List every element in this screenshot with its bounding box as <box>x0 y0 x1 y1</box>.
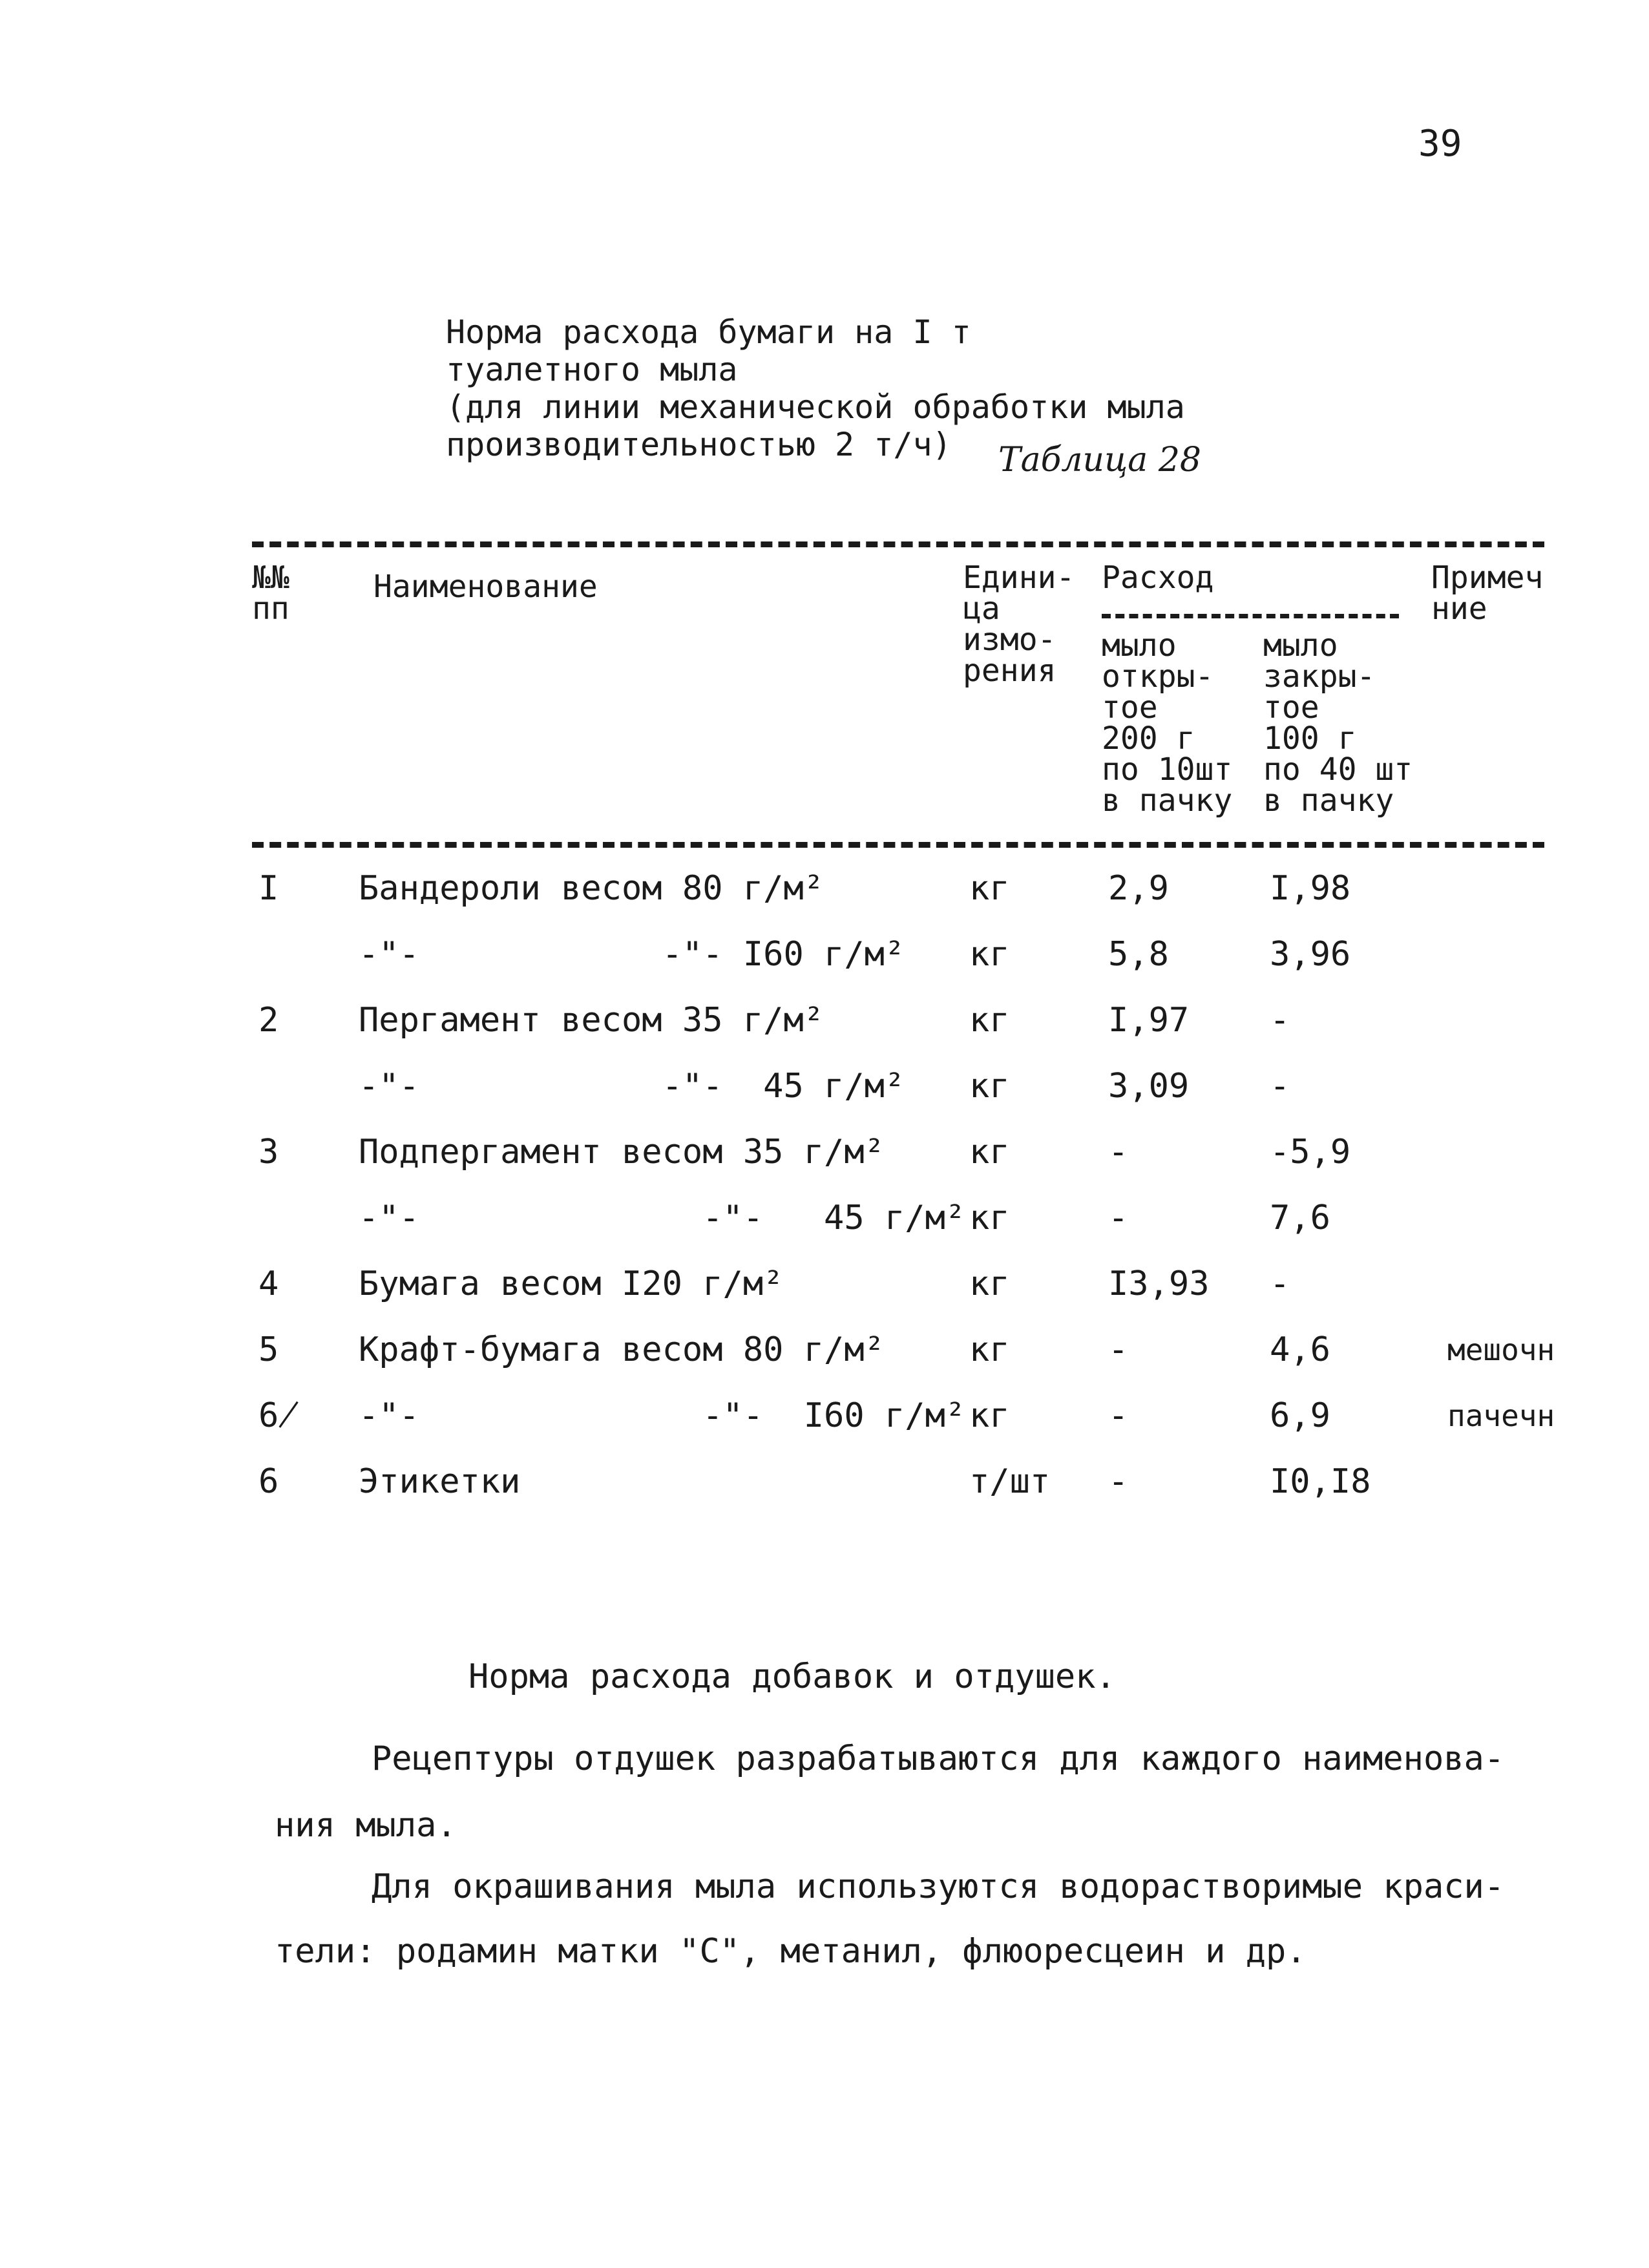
table-row: I Бандероли весом 80 г/м² кг 2,9 I,98 <box>258 869 1351 908</box>
header-sub-open: мыло откры- тое 200 г по 10шт в пачку <box>1102 627 1233 819</box>
paragraph-line: ния мыла. <box>275 1806 457 1845</box>
heading-line: (для линии механической обработки мыла <box>446 388 1185 426</box>
header-unit: Едини- ца измо- рения <box>963 560 1075 689</box>
section-title: Норма расхода добавок и отдушек. <box>468 1657 1116 1696</box>
table-row: 2 Пергамент весом 35 г/м² кг I,97 - <box>258 1001 1290 1040</box>
page-number: 39 <box>1418 123 1462 165</box>
table-row: -"- -"- 45 г/м² кг 3,09 - <box>359 1067 1290 1106</box>
heading-line: Норма расхода бумаги на I т <box>446 313 971 351</box>
heading-line: туалетного мыла <box>446 351 738 388</box>
header-note: Примеч ние <box>1431 560 1544 627</box>
paragraph-line: Рецептуры отдушек разрабатываются для каждого наименова- <box>372 1739 1505 1778</box>
table-row: 3 Подпергамент весом 35 г/м² кг - -5,9 <box>258 1133 1351 1171</box>
table-header-rule <box>252 842 1544 848</box>
paragraph-line: тели: родамин матки "С", метанил, флюоресцеин и др. <box>275 1932 1307 1971</box>
header-num: №№ пп <box>252 560 289 627</box>
table-row: 4 Бумага весом I20 г/м² кг I3,93 - <box>258 1265 1290 1303</box>
table-row: -"- -"- I60 г/м² кг 5,8 3,96 <box>359 935 1351 974</box>
rashod-subheader-rule <box>1102 614 1399 618</box>
table-row: -"- -"- 45 г/м² кг - 7,6 <box>359 1199 1330 1237</box>
table-row: 6̸ -"- -"- I60 г/м² кг - 6,9 пачечн <box>258 1396 1555 1435</box>
paragraph-line: Для окрашивания мыла используются водорастворимые краси- <box>372 1867 1505 1906</box>
heading-line: производительностью 2 т/ч) <box>446 426 952 463</box>
table-row: 6 Этикетки т/шт - I0,I8 <box>258 1462 1371 1501</box>
table-row: 5 Крафт-бумага весом 80 г/м² кг - 4,6 мешочн <box>258 1330 1555 1369</box>
table-label: Таблица 28 <box>998 441 1202 479</box>
table-top-rule <box>252 541 1544 547</box>
header-rashod: Расход <box>1102 560 1214 596</box>
header-sub-closed: мыло закры- тое 100 г по 40 шт в пачку <box>1263 627 1413 819</box>
header-name: Наименование <box>373 569 598 605</box>
